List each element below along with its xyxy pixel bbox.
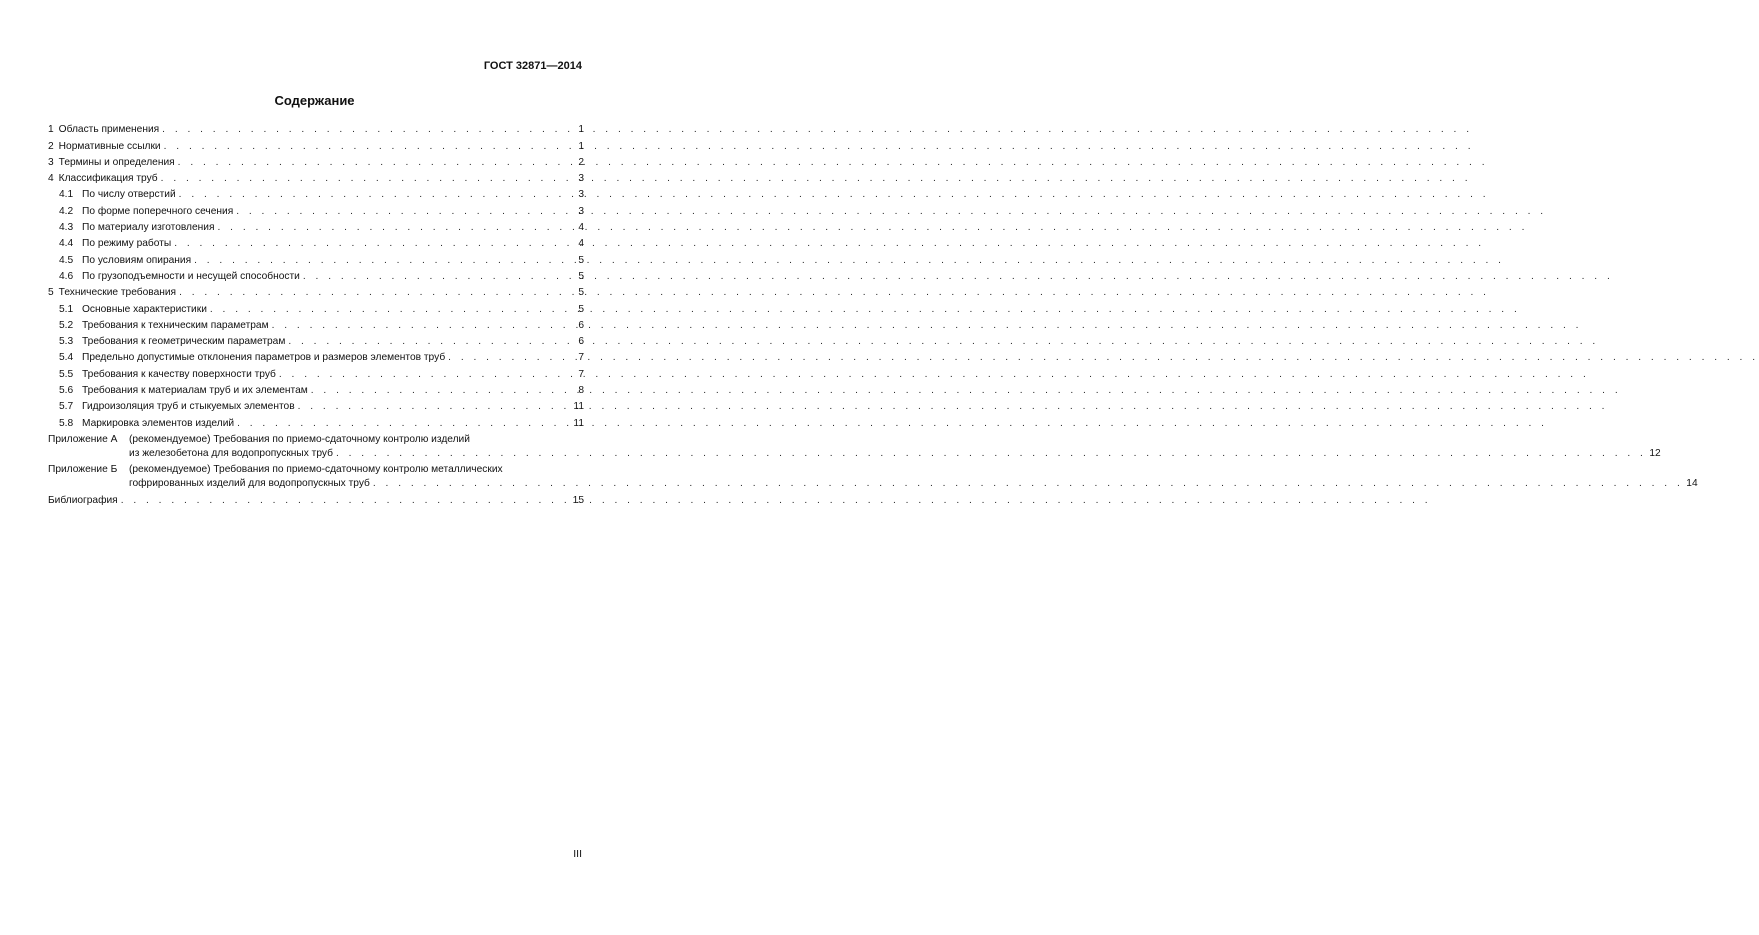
toc-entry-label: По условиям опирания — [82, 254, 192, 266]
toc-entry-page: 1 — [578, 140, 584, 152]
toc-subentry[interactable]: 4.5 По условиям опирания . . . 5 — [48, 250, 584, 266]
toc-entry[interactable]: 4 Классификация труб . . . 3 — [48, 169, 584, 185]
toc-entry-label: Классификация труб — [58, 173, 158, 185]
toc-entry-page: 12 — [1649, 447, 1661, 459]
dot-leader — [164, 140, 571, 153]
dot-leader — [121, 494, 570, 507]
toc-subentry[interactable]: 5.2 Требования к техническим параметрам . . . 6 — [48, 316, 584, 332]
dot-leader — [272, 319, 571, 332]
dot-leader — [298, 400, 571, 413]
appendix-title-line2: гофрированных изделий для водопропускных труб — [129, 477, 370, 489]
appendix-title-line2: из железобетона для водопропускных труб — [129, 447, 333, 459]
toc-entry-page: 6 — [578, 319, 584, 331]
toc-entry-label: Требования к материалам труб и их элементам — [82, 385, 308, 397]
toc-entry[interactable]: 5 Технические требования . . . 5 — [48, 283, 584, 299]
toc-entry-page: 5 — [578, 303, 584, 315]
toc-entry-page: 11 — [573, 417, 584, 429]
toc-entry-page: 11 — [573, 401, 584, 413]
toc-entry-page: 15 — [572, 494, 584, 506]
toc-subentry[interactable]: 5.3 Требования к геометрическим параметрам . . . 6 — [48, 332, 584, 348]
toc-entry-label: По режиму работы — [82, 238, 172, 250]
page-number: III — [573, 848, 582, 860]
toc-entry-label: Область применения — [58, 124, 160, 136]
toc-entry-label: Требования к геометрическим параметрам — [82, 336, 286, 348]
toc-subentry[interactable]: 5.1 Основные характеристики . . . 5 — [48, 299, 584, 315]
page-title: Содержание — [274, 93, 355, 108]
dot-leader — [162, 123, 571, 136]
dot-leader — [237, 417, 570, 430]
dot-leader — [288, 335, 571, 348]
dot-leader — [194, 254, 571, 267]
toc-subentry[interactable]: 4.4 По режиму работы . . . 4 — [48, 234, 584, 250]
dot-leader — [303, 270, 571, 283]
toc-appendix-a[interactable] — [48, 433, 1661, 460]
toc-subentry[interactable]: 4.1 По числу отверстий . . . 3 — [48, 185, 584, 201]
toc-subentry[interactable]: 5.8 Маркировка элементов изделий . . . 11 — [48, 413, 584, 429]
toc-entry[interactable]: 3 Термины и определения . . . 2 — [48, 153, 584, 169]
toc-entry-page: 5 — [578, 270, 584, 282]
toc-entry[interactable]: 2 Нормативные ссылки . . . 1 — [48, 136, 584, 152]
toc-subentry[interactable]: 5.6 Требования к материалам труб и их элементам . . . 8 — [48, 381, 584, 397]
toc-entry-label: Предельно допустимые отклонения параметров и размеров элементов труб — [82, 352, 446, 364]
toc-entry-label: По грузоподъемности и несущей способности — [82, 270, 300, 282]
dot-leader — [336, 447, 1646, 460]
toc-entry-page: 14 — [1686, 477, 1698, 489]
toc-entry-label: Основные характеристики — [82, 303, 207, 315]
toc-appendix-b[interactable] — [48, 463, 1698, 490]
toc-bibliography[interactable] — [48, 491, 584, 507]
appendix-name: Приложение Б — [48, 463, 118, 475]
toc-entry-label: Маркировка элементов изделий — [82, 417, 235, 429]
appendix-name: Приложение А — [48, 433, 118, 445]
appendix-title-line1: (рекомендуемое) Требования по приемо-сдаточному контролю металлических — [129, 463, 503, 475]
toc-entry-label: Требования к качеству поверхности труб — [82, 368, 276, 380]
toc-entry-label: По числу отверстий — [82, 189, 176, 201]
table-of-contents — [48, 120, 1698, 507]
toc-subentry[interactable]: 4.6 По грузоподъемности и несущей способности . . . 5 — [48, 267, 584, 283]
toc-subentry[interactable]: 4.3 По материалу изготовления . . . 4 — [48, 218, 584, 234]
toc-entry-page: 5 — [578, 287, 584, 299]
toc-subentry[interactable]: 5.7 Гидроизоляция труб и стыкуемых элементов . . . 11 — [48, 397, 584, 413]
toc-entry-page: 3 — [578, 189, 584, 201]
toc-entry-page: 4 — [578, 238, 584, 250]
dot-leader — [161, 172, 571, 185]
toc-entry-page: 6 — [578, 336, 584, 348]
toc-entry-label: Гидроизоляция труб и стыкуемых элементов — [82, 401, 295, 413]
dot-leader — [236, 205, 571, 218]
dot-leader — [218, 221, 571, 234]
dot-leader — [210, 303, 571, 316]
toc-entry-label: Термины и определения — [58, 156, 175, 168]
dot-leader — [179, 188, 571, 201]
dot-leader — [178, 156, 571, 169]
toc-entry-page: 5 — [578, 254, 584, 266]
toc-entry-label: Требования к техническим параметрам — [82, 319, 269, 331]
toc-entry-page: 3 — [578, 173, 584, 185]
toc-subentry[interactable]: 4.2 По форме поперечного сечения . . . 3 — [48, 201, 584, 217]
toc-entry-label: По форме поперечного сечения — [82, 205, 234, 217]
toc-entry-page: 3 — [578, 205, 584, 217]
dot-leader — [448, 351, 571, 364]
dot-leader — [373, 477, 1683, 490]
toc-entry-label: Технические требования — [58, 287, 177, 299]
toc-entry-page: 1 — [578, 124, 584, 136]
toc-entry-label: Библиография — [48, 494, 118, 506]
toc-entry-page: 2 — [578, 156, 584, 168]
toc-entry-page: 4 — [578, 222, 584, 234]
dot-leader — [279, 368, 571, 381]
toc-subentry[interactable]: 5.5 Требования к качеству поверхности труб . . . 7 — [48, 364, 584, 380]
toc-entry-page: 8 — [578, 385, 584, 397]
toc-entry[interactable]: 1 Область применения . . . 1 — [48, 120, 584, 136]
toc-entry-page: 7 — [578, 352, 584, 364]
dot-leader — [311, 384, 571, 397]
toc-entry-label: По материалу изготовления — [82, 222, 215, 234]
toc-entry-page: 7 — [578, 368, 584, 380]
toc-entry-label: Нормативные ссылки — [58, 140, 161, 152]
dot-leader — [174, 237, 571, 250]
toc-subentry[interactable]: 5.4 Предельно допустимые отклонения параметров и размеров элементов труб . . . 7 — [48, 348, 584, 364]
dot-leader — [179, 286, 571, 299]
standard-number: ГОСТ 32871—2014 — [483, 60, 582, 72]
appendix-title-line1: (рекомендуемое) Требования по приемо-сдаточному контролю изделий — [129, 433, 470, 445]
